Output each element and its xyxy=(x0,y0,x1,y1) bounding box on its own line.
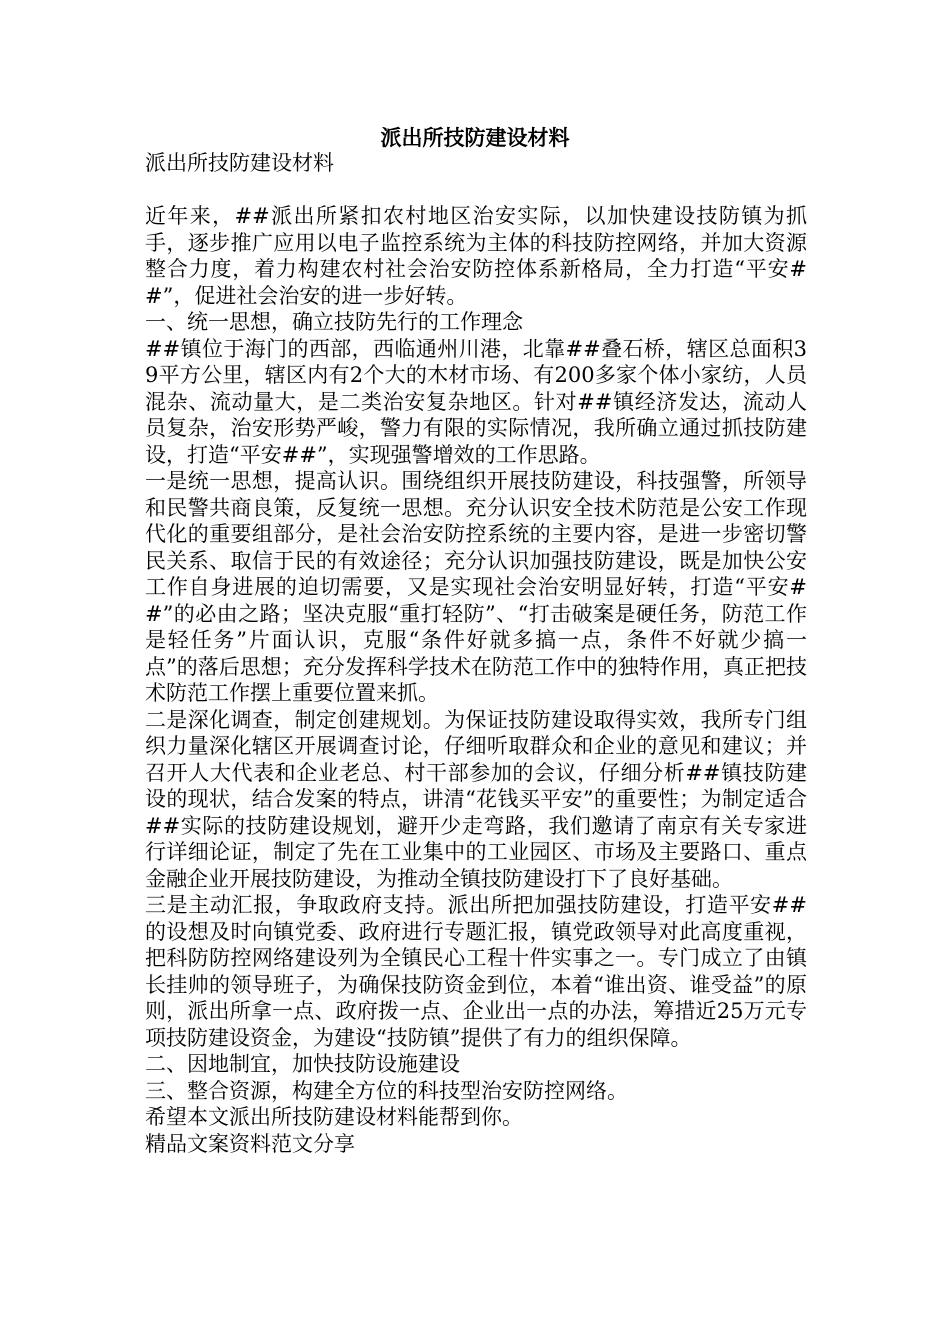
blank-line xyxy=(145,177,807,204)
document-body xyxy=(145,150,807,1157)
paragraph-point-2: 二是深化调查，制定创建规划。为保证技防建设取得实效，我所专门组织力量深化辖区开展调查讨论，仔细听取群众和企业的意见和建议；并召开人大代表和企业老总、村干部参加的会议，仔细分析##镇技防建设的现状，结合发案的特点，讲清“花钱买平安”的重要性；为制定适合##实际的技防建设规划，避开少走弯路，我们邀请了南京有关专家进行详细论证，制定了先在工业集中的工业园区、市场及主要路口、重点金融企业开展技防建设，为推动全镇技防建设打下了良好基础。 xyxy=(145,707,807,891)
section-heading-1: 一、统一思想，确立技防先行的工作理念 xyxy=(145,310,523,334)
section-heading-3: 三、整合资源，构建全方位的科技型治安防控网络。 xyxy=(145,1078,628,1103)
paragraph-point-1: 一是统一思想，提高认识。围绕组织开展技防建设，科技强警，所领导和民警共商良策，反复统一思想。充分认识安全技术防范是公安工作现代化的重要组部分，是社会治安防控系统的主要内容，是进一步密切警民关系、取信于民的有效途径；充分认识加强技防建设，既是加快公安工作自身进展的迫切需要，又是实现社会治安明显好转，打造“平安##”的必由之路；坚决克服“重打轻防”、“打击破案是硬任务，防范工作是轻任务”片面认识，克服“条件好就多搞一点，条件不好就少搞一点”的落后思想；充分发挥科学技术在防范工作中的独特作用，真正把技术防范工作摆上重要位置来抓。 xyxy=(145,469,807,705)
paragraph-background: ##镇位于海门的西部，西临通州川港，北靠##叠石桥，辖区总面积39平方公里，辖区内有2个大的木材市场、有200多家个体小家纺，人员混杂、流动量大，是二类治安复杂地区。针对##镇经济发达，流动人员复杂，治安形势严峻，警力有限的实际情况，我所确立通过抓技防建设，打造“平安##”，实现强警增效的工作思路。 xyxy=(145,336,807,467)
closing-line: 希望本文派出所技防建设材料能帮到你。 xyxy=(145,1105,523,1129)
paragraph-intro: 近年来，##派出所紧扣农村地区治安实际，以加快建设技防镇为抓手，逐步推广应用以电子监控系统为主体的科技防控网络，并加大资源整合力度，着力构建农村社会治安防控体系新格局，全力打造“平安##”，促进社会治安的进一步好转。 xyxy=(145,204,807,308)
document-subtitle: 派出所技防建设材料 xyxy=(145,151,334,175)
paragraph-point-3: 三是主动汇报，争取政府支持。派出所把加强技防建设，打造平安##的设想及时向镇党委、政府进行专题汇报，镇党政领导对此高度重视，把科防防控网络建设列为全镇民心工程十件实事之一。专门成立了由镇长挂帅的领导班子，为确保技防资金到位，本着“谁出资、谁受益”的原则，派出所拿一点、政府拨一点、企业出一点的办法，筹措近25万元专项技防建设资金，为建设“技防镇”提供了有力的组织保障。 xyxy=(145,893,807,1050)
section-heading-2: 二、因地制宜，加快技防设施建设 xyxy=(145,1052,460,1076)
document-title: 派出所技防建设材料 xyxy=(380,125,570,150)
footer-note: 精品文案资料范文分享 xyxy=(145,1131,355,1156)
